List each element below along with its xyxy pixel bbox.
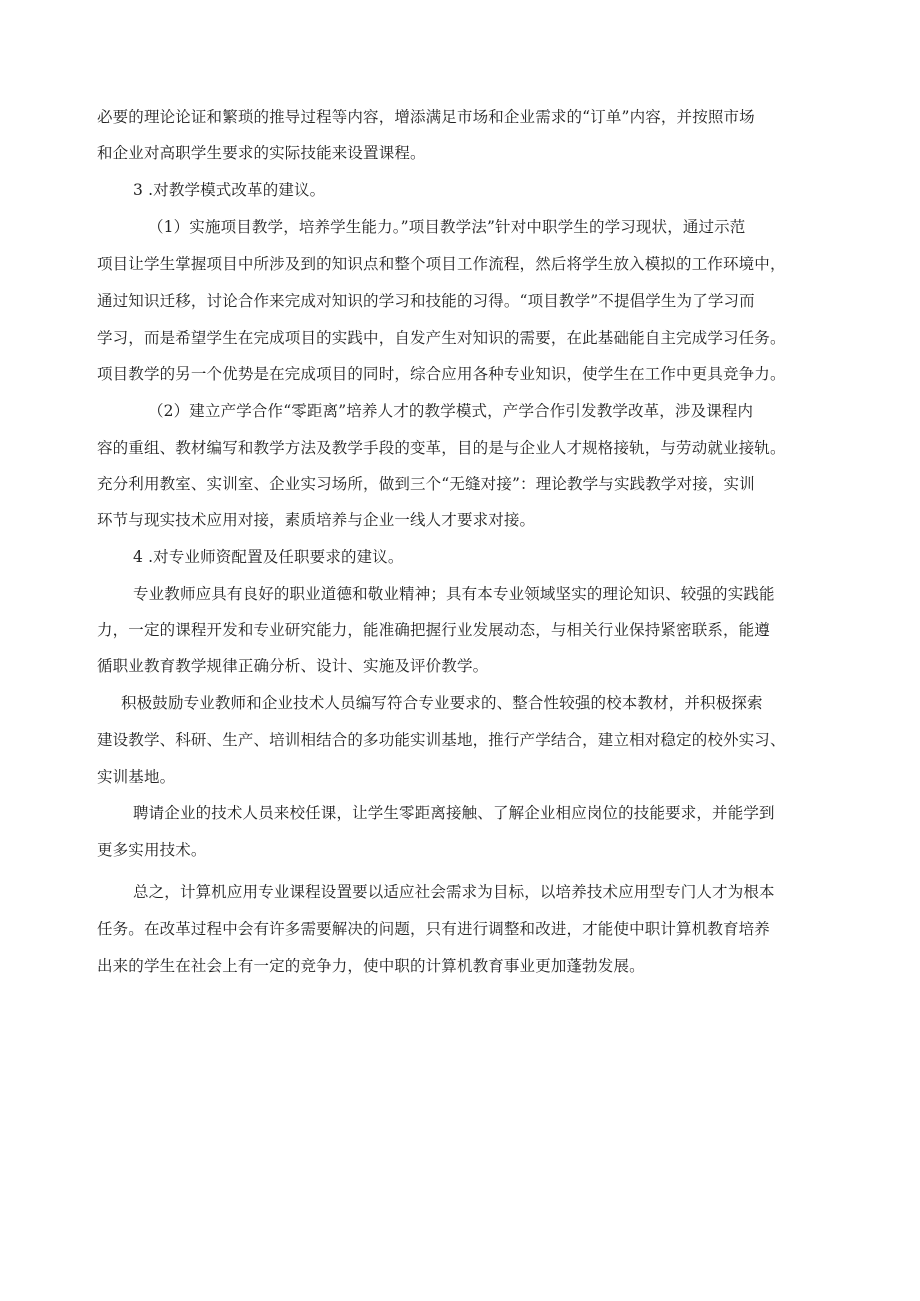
text-line: 充分利用教室、实训室、企业实习场所，做到三个“无缝对接”：理论教学与实践教学对接，实训 [97,475,755,493]
text-line: 任务。在改革过程中会有许多需要解决的问题，只有进行调整和改进，才能使中职计算机教育培养 [97,920,770,938]
text-line: 容的重组、教材编写和教学方法及教学手段的变革，目的是与企业人才规格接轨，与劳动就业接轨。 [97,439,786,457]
text-line: 循职业教育教学规律正确分析、设计、实施及评价教学。 [97,657,489,675]
text-line: 专业教师应具有良好的职业道德和敬业精神；具有本专业领域坚实的理论知识、较强的实践能 [133,585,775,603]
text-line: （1）实施项目教学，培养学生能力。”项目教学法”针对中职学生的学习现状，通过示范 [148,218,746,236]
text-line: 聘请企业的技术人员来校任课，让学生零距离接触、了解企业相应岗位的技能要求，并能学到 [133,804,775,822]
text-line: 总之，计算机应用专业课程设置要以适应社会需求为目标，以培养技术应用型专门人才为根本 [133,883,775,901]
text-line: 必要的理论论证和繁琐的推导过程等内容，增添满足市场和企业需求的“订单”内容，并按照市场 [97,108,755,126]
text-line: 通过知识迁移，讨论合作来完成对知识的学习和技能的习得。“项目教学”不提倡学生为了学习而 [97,292,755,310]
heading-line: 4 .对专业师资配置及任职要求的建议。 [133,548,404,566]
text-line: 出来的学生在社会上有一定的竞争力，使中职的计算机教育事业更加蓬勃发展。 [97,957,645,975]
text-line: 积极鼓励专业教师和企业技术人员编写符合专业要求的、整合性较强的校本教材，并积极探索 [121,694,763,712]
text-line: 环节与现实技术应用对接，素质培养与企业一线人才要求对接。 [97,511,536,529]
text-line: 建设教学、科研、生产、培训相结合的多功能实训基地，推行产学结合，建立相对稳定的校外实习、 [97,731,786,749]
text-line: 项目教学的另一个优势是在完成项目的同时，综合应用各种专业知识，使学生在工作中更具竞争力。 [97,365,786,383]
text-line: 项目让学生掌握项目中所涉及到的知识点和整个项目工作流程，然后将学生放入模拟的工作环境中， [97,255,786,273]
text-line: 学习，而是希望学生在完成项目的实践中，自发产生对知识的需要，在此基础能自主完成学习任务。 [97,329,786,347]
text-line: 和企业对高职学生要求的实际技能来设置课程。 [97,144,426,162]
text-line: 更多实用技术。 [97,841,207,859]
text-line: （2）建立产学合作“零距离”培养人才的教学模式，产学合作引发教学改革，涉及课程内 [148,402,754,420]
heading-line: 3 .对教学模式改革的建议。 [133,181,326,199]
text-line: 力，一定的课程开发和专业研究能力，能准确把握行业发展动态，与相关行业保持紧密联系，能遵 [97,621,770,639]
text-line: 实训基地。 [97,768,176,786]
